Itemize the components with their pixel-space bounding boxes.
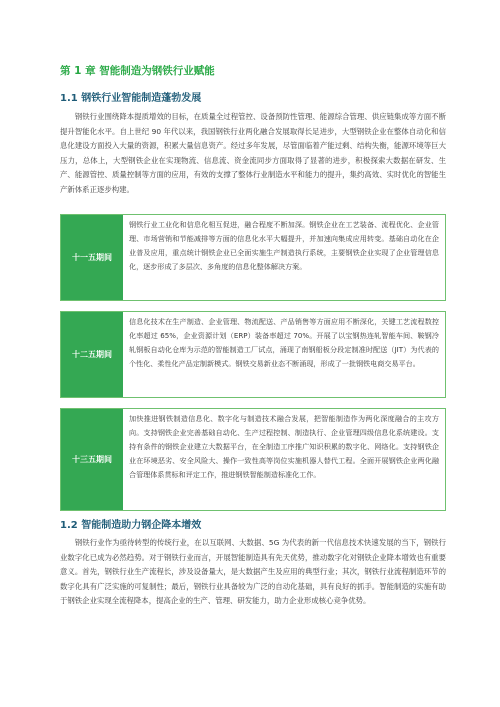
- section-1-2-paragraph: 钢铁行业作为亟待转型的传统行业，在以互联网、大数据、5G 为代表的新一代信息技术快速发展的当下，钢铁行业数字化已成为必然趋势。对于钢铁行业而言，开展智能制造具有先天优势，推动数字化对钢铁企业降本增效也有重要意义。首先，钢铁行业生产流程长，涉及设备量大，是大数据产生及应用的典型行业；其次，钢铁行业流程制造环节的数字化具有广泛实施的可复制性；最后，钢铁行业具备较为广泛的自动化基础，具有良好的抓手。智能制造的实施有助于钢铁企业实现全流程降本，提高企业的生产、管理、研发能力，助力企业形成核心竞争优势。: [60, 538, 446, 606]
- period-box-12th-five-year: [60, 311, 446, 398]
- chapter-title: 第 1 章 智能制造为钢铁行业赋能: [60, 65, 215, 77]
- period-text: 加快推进钢铁制造信息化、数字化与制造技术融合发展，把智能制造作为两化深度融合的主攻方向。支持钢铁企业完善基础自动化、生产过程控制、制造执行、企业管理四级信息化系统建设。支持有条件的钢铁企业建立大数据平台，在全制造工序推广知识积累的数字化、网络化。支持钢铁企业在环境恶劣、安全风险大、操作一致性高等岗位实施机器人替代工程。全面开展钢铁企业两化融合管理体系贯标和评定工作，推进钢铁智能制造标准化工作。: [129, 414, 439, 480]
- period-text: 钢铁行业工业化和信息化相互促进，融合程度不断加深。钢铁企业在工艺装备、流程优化、企业管理、市场营销和节能减排等方面的信息化水平大幅提升，并加速向集成应用转变。基础自动化在企业普及应用，重点统计钢铁企业已全面实施生产制造执行系统，主要钢铁企业实现了企业管理信息化，逐步形成了多层次、多角度的信息化整体解决方案。: [129, 220, 439, 272]
- period-box-11th-five-year: [60, 214, 446, 301]
- period-box-13th-five-year: [60, 408, 446, 511]
- period-label: 十三五期间: [61, 409, 123, 510]
- section-title-1-1: 1.1 钢铁行业智能制造蓬勃发展: [60, 93, 202, 104]
- section-title-1-2: 1.2 智能制造助力钢企降本增效: [60, 520, 202, 531]
- period-label: 十一五期间: [61, 215, 123, 300]
- period-label: 十二五期间: [61, 312, 123, 397]
- period-text: 信息化技术在生产制造、企业管理、物流配送、产品销售等方面应用不断深化，关键工艺流程数控化率超过 65%，企业资源计划（ERP）装备率超过 70%。开展了以宝钢热连轧智能车间、鞍钢冷轧钢板自动化仓库为示范的智能制造工厂试点，涌现了南钢船板分段定制准时配送（JIT）为代表的个性化、柔性化产品定制新模式。钢铁交易新业态不断涌现，形成了一批钢铁电商交易平台。: [129, 317, 439, 369]
- section-1-1-paragraph: 钢铁行业围绕降本提质增效的目标，在质量全过程管控、设备预防性管理、能源综合管理、供应链集成等方面不断提升智能化水平。自上世纪 90 年代以来，我国钢铁行业两化融合发展取得长足进步，大型钢铁企业在整体自动化和信息化建设方面投入大量的资源，积累大量信息资产。经过多年发展，尽管面临着产能过剩、结构失衡，能源环境等巨大压力，总体上，大型钢铁企业在实现物流、信息流、资金流同步方面取得了显著的进步，积极探索大数据在研发、生产、能源管控、质量控制等方面的应用，有效的支撑了整体行业制造水平和能力的提升，集约高效、实时优化的智能生产新体系正逐步构建。: [60, 112, 446, 194]
